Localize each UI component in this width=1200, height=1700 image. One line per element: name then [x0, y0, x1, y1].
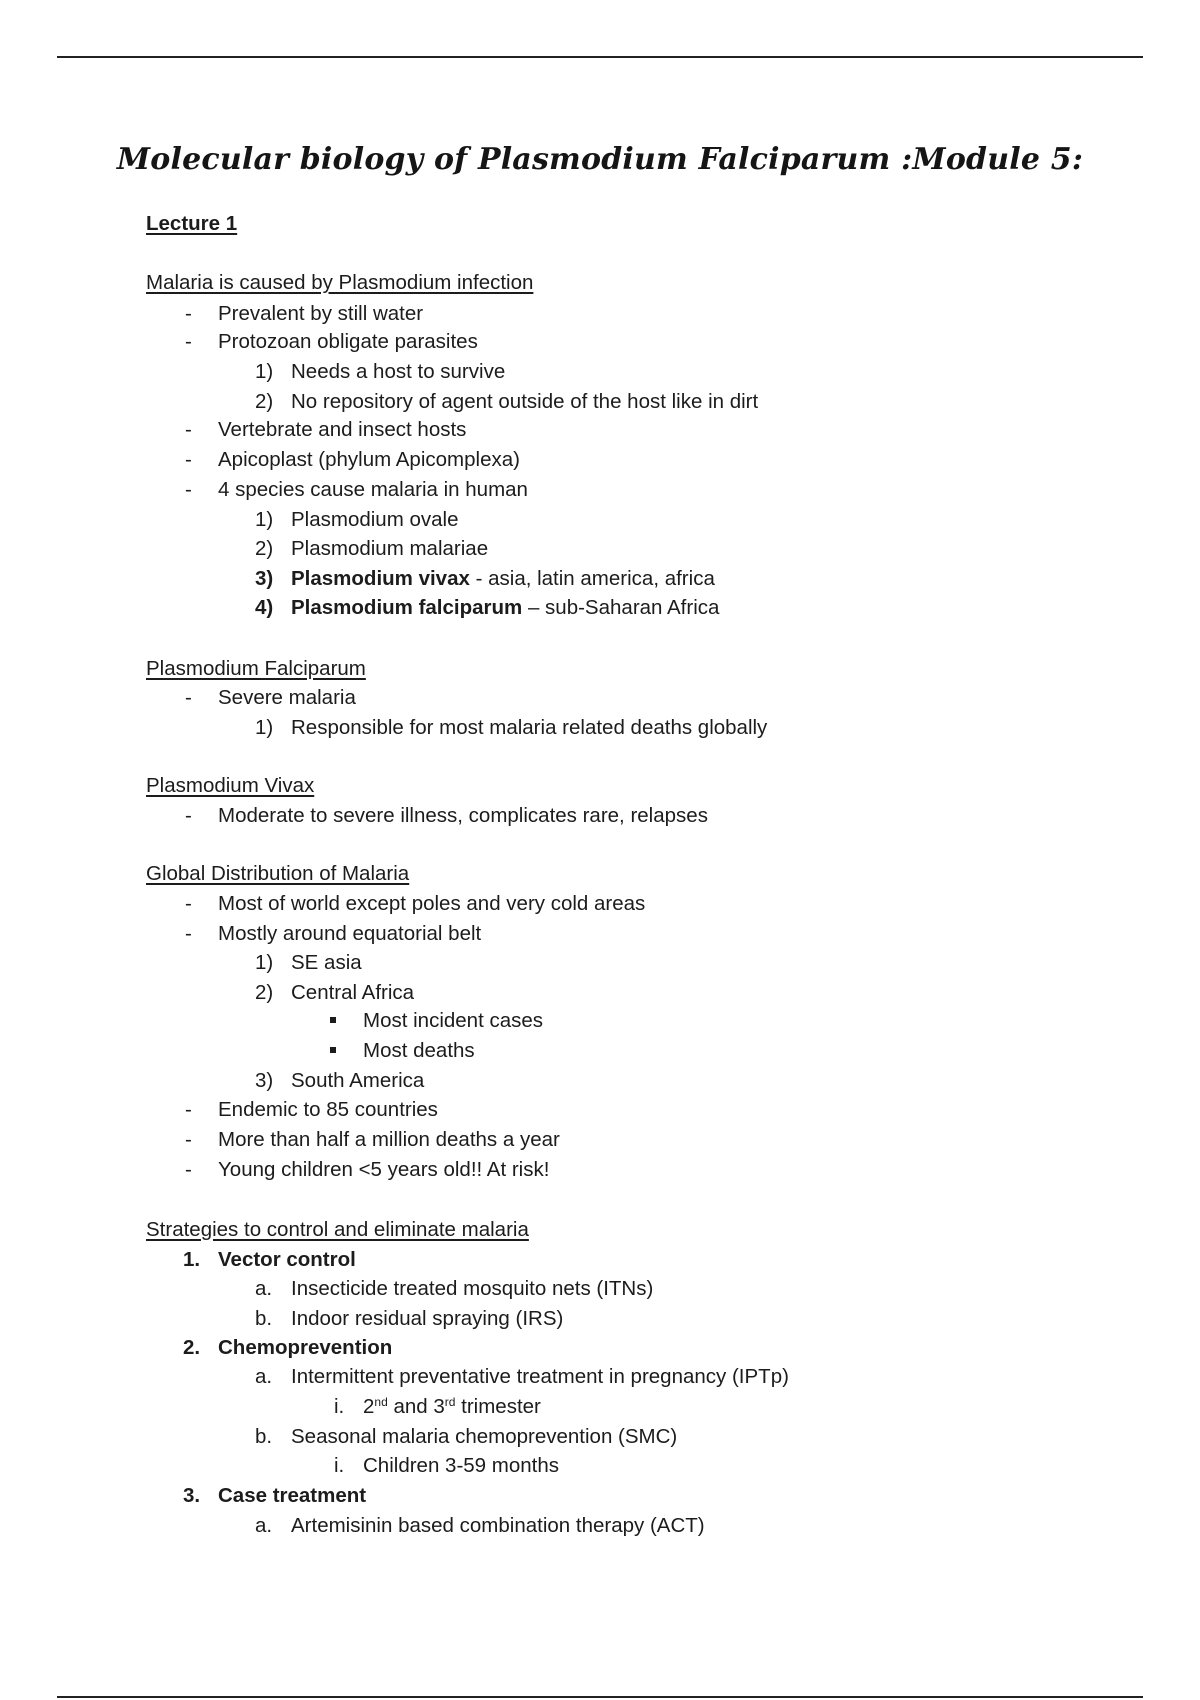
list-item: Young children <5 years old!! At risk!	[218, 1158, 550, 1181]
list-item: Most of world except poles and very cold areas	[218, 892, 646, 915]
list-bullet: -	[185, 1098, 192, 1121]
list-item: No repository of agent outside of the host like in dirt	[291, 390, 759, 413]
list-bullet: -	[185, 478, 192, 501]
top-rule	[57, 56, 1143, 58]
list-item	[291, 566, 715, 592]
square-bullet-icon	[330, 1047, 336, 1053]
page-title: Molecular biology of Plasmodium Falciparum :Module 5:	[116, 142, 1084, 177]
list-roman: i.	[334, 1395, 345, 1418]
list-number: 2.	[183, 1336, 201, 1359]
list-item: Protozoan obligate parasites	[218, 330, 478, 353]
list-item: More than half a million deaths a year	[218, 1128, 560, 1151]
lecture-label: Lecture 1	[146, 212, 238, 235]
list-item: Plasmodium malariae	[291, 537, 489, 560]
section-heading: Strategies to control and eliminate malaria	[146, 1218, 529, 1241]
list-number: 1)	[255, 951, 274, 974]
list-item: Insecticide treated mosquito nets (ITNs)	[291, 1277, 654, 1300]
list-item: 4 species cause malaria in human	[218, 478, 528, 501]
trimester-text: trimester	[455, 1395, 541, 1418]
ordinal-number: 2	[363, 1395, 375, 1418]
species-region: - asia, latin america, africa	[469, 567, 715, 590]
list-item: South America	[291, 1069, 425, 1092]
list-item: Vertebrate and insect hosts	[218, 418, 467, 441]
bottom-rule	[57, 1696, 1143, 1698]
list-item: Moderate to severe illness, complicates rare, relapses	[218, 804, 708, 827]
ordinal-suffix: nd	[374, 1395, 388, 1409]
list-item: SE asia	[291, 951, 362, 974]
list-letter: a.	[255, 1277, 273, 1300]
list-letter: b.	[255, 1307, 273, 1330]
ordinal-join: and	[387, 1395, 434, 1418]
species-region: – sub-Saharan Africa	[522, 596, 720, 619]
list-item: Intermittent preventative treatment in pregnancy (IPTp)	[291, 1365, 789, 1388]
list-letter: a.	[255, 1365, 273, 1388]
section-heading: Plasmodium Vivax	[146, 774, 315, 797]
list-item: Seasonal malaria chemoprevention (SMC)	[291, 1425, 678, 1448]
list-item: Responsible for most malaria related deaths globally	[291, 716, 768, 739]
list-item: Central Africa	[291, 981, 415, 1004]
list-bullet: -	[185, 922, 192, 945]
list-number: 1.	[183, 1248, 201, 1271]
list-number: 2)	[255, 981, 274, 1004]
list-item: Plasmodium ovale	[291, 508, 459, 531]
list-number: 3.	[183, 1484, 201, 1507]
list-item: Indoor residual spraying (IRS)	[291, 1307, 564, 1330]
list-number: 1)	[255, 508, 274, 531]
list-item: Most deaths	[363, 1039, 475, 1062]
list-bullet: -	[185, 448, 192, 471]
section-heading: Global Distribution of Malaria	[146, 862, 410, 885]
list-item: Children 3-59 months	[363, 1454, 559, 1477]
list-number: 1)	[255, 716, 274, 739]
list-bullet: -	[185, 1128, 192, 1151]
list-item: Severe malaria	[218, 686, 356, 709]
list-number: 1)	[255, 360, 274, 383]
list-bullet: -	[185, 330, 192, 353]
square-bullet-icon	[330, 1017, 336, 1023]
list-item: Artemisinin based combination therapy (ACT)	[291, 1514, 705, 1537]
list-number: 4)	[255, 596, 274, 619]
list-bullet: -	[185, 418, 192, 441]
list-item: Apicoplast (phylum Apicomplexa)	[218, 448, 520, 471]
list-item: Chemoprevention	[218, 1336, 393, 1359]
ordinal-suffix: rd	[444, 1395, 456, 1409]
list-bullet: -	[185, 686, 192, 709]
list-item: Prevalent by still water	[218, 302, 424, 325]
list-bullet: -	[185, 1158, 192, 1181]
list-bullet: -	[185, 804, 192, 827]
list-item	[363, 1394, 541, 1420]
list-bullet: -	[185, 302, 192, 325]
list-number: 2)	[255, 390, 274, 413]
list-item: Most incident cases	[363, 1009, 544, 1032]
list-item	[291, 595, 719, 621]
section-heading: Malaria is caused by Plasmodium infection	[146, 271, 534, 294]
list-item: Endemic to 85 countries	[218, 1098, 438, 1121]
list-item: Needs a host to survive	[291, 360, 506, 383]
list-letter: a.	[255, 1514, 273, 1537]
section-heading: Plasmodium Falciparum	[146, 657, 366, 680]
ordinal-number: 3	[433, 1395, 445, 1418]
list-number: 3)	[255, 567, 274, 590]
list-letter: b.	[255, 1425, 273, 1448]
list-item: Case treatment	[218, 1484, 367, 1507]
list-roman: i.	[334, 1454, 345, 1477]
list-item: Vector control	[218, 1248, 356, 1271]
list-bullet: -	[185, 892, 192, 915]
species-name: Plasmodium vivax	[291, 567, 470, 590]
list-number: 2)	[255, 537, 274, 560]
list-number: 3)	[255, 1069, 274, 1092]
species-name: Plasmodium falciparum	[291, 596, 523, 619]
list-item: Mostly around equatorial belt	[218, 922, 482, 945]
